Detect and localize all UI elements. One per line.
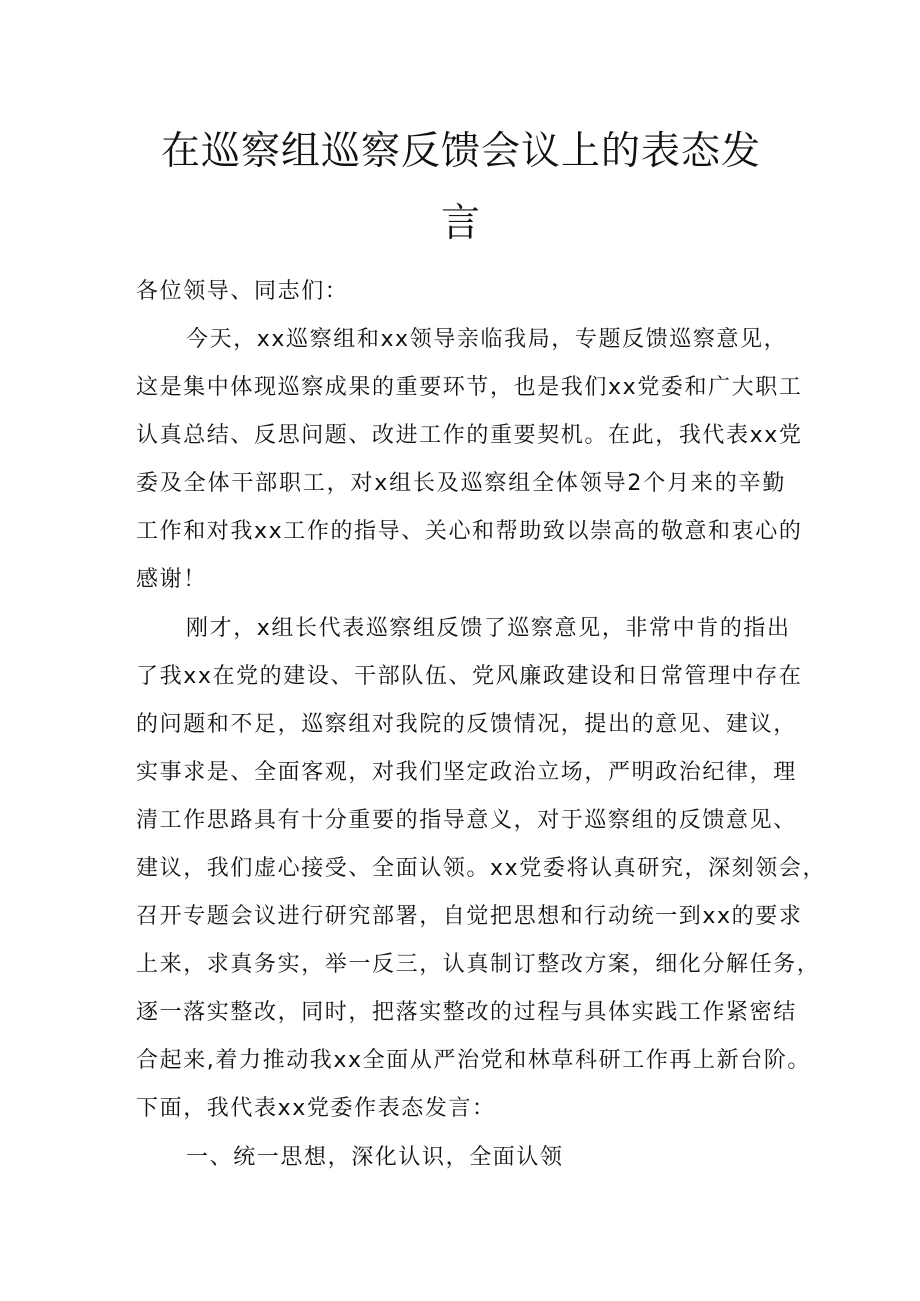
paragraph-1-line-5: 工作和对我xx工作的指导、关心和帮助致以崇高的敬意和衷心的 (136, 519, 803, 544)
section-heading-1: 一、统一思想，深化认识，全面认领 (186, 1145, 564, 1170)
paragraph-1-line-2: 这是集中体现巡察成果的重要环节，也是我们xx党委和广大职工 (136, 375, 803, 400)
paragraph-1-line-6: 感谢！ (136, 567, 207, 592)
document-title-line-1: 在巡察组巡察反馈会议上的表态发 (160, 129, 761, 174)
paragraph-2-line-6: 建议，我们虚心接受、全面认领。xx党委将认真研究，深刻领会， (136, 856, 827, 881)
paragraph-2-line-2: 了我xx在党的建设、干部队伍、党风廉政建设和日常管理中存在 (136, 664, 803, 689)
greeting: 各位领导、同志们： (136, 279, 349, 304)
paragraph-2-line-1: 刚才，x组长代表巡察组反馈了巡察意见，非常中肯的指出 (186, 616, 791, 641)
paragraph-2-line-3: 的问题和不足，巡察组对我院的反馈情况，提出的意见、建议， (136, 712, 797, 737)
document-title-line-2: 言 (440, 201, 481, 246)
paragraph-2-line-9: 逐一落实整改，同时，把落实整改的过程与具体实践工作紧密结 (136, 1000, 797, 1025)
paragraph-2-line-10: 合起来,着力推动我xx全面从严治党和林草科研工作再上新台阶。 (136, 1048, 812, 1073)
paragraph-2-line-5: 清工作思路具有十分重要的指导意义，对于巡察组的反馈意见、 (136, 808, 797, 833)
paragraph-2-line-11: 下面，我代表xx党委作表态发言： (136, 1096, 496, 1121)
paragraph-2-line-7: 召开专题会议进行研究部署，自觉把思想和行动统一到xx的要求 (136, 904, 803, 929)
paragraph-1-line-3: 认真总结、反思问题、改进工作的重要契机。在此，我代表xx党 (136, 423, 803, 448)
paragraph-1-line-1: 今天，xx巡察组和xx领导亲临我局，专题反馈巡察意见， (186, 327, 788, 352)
paragraph-1-line-4: 委及全体干部职工，对x组长及巡察组全体领导2个月来的辛勤 (136, 471, 786, 496)
paragraph-2-line-4: 实事求是、全面客观，对我们坚定政治立场，严明政治纪律，理 (136, 760, 797, 785)
paragraph-2-line-8: 上来，求真务实，举一反三，认真制订整改方案，细化分解任务， (136, 952, 821, 977)
